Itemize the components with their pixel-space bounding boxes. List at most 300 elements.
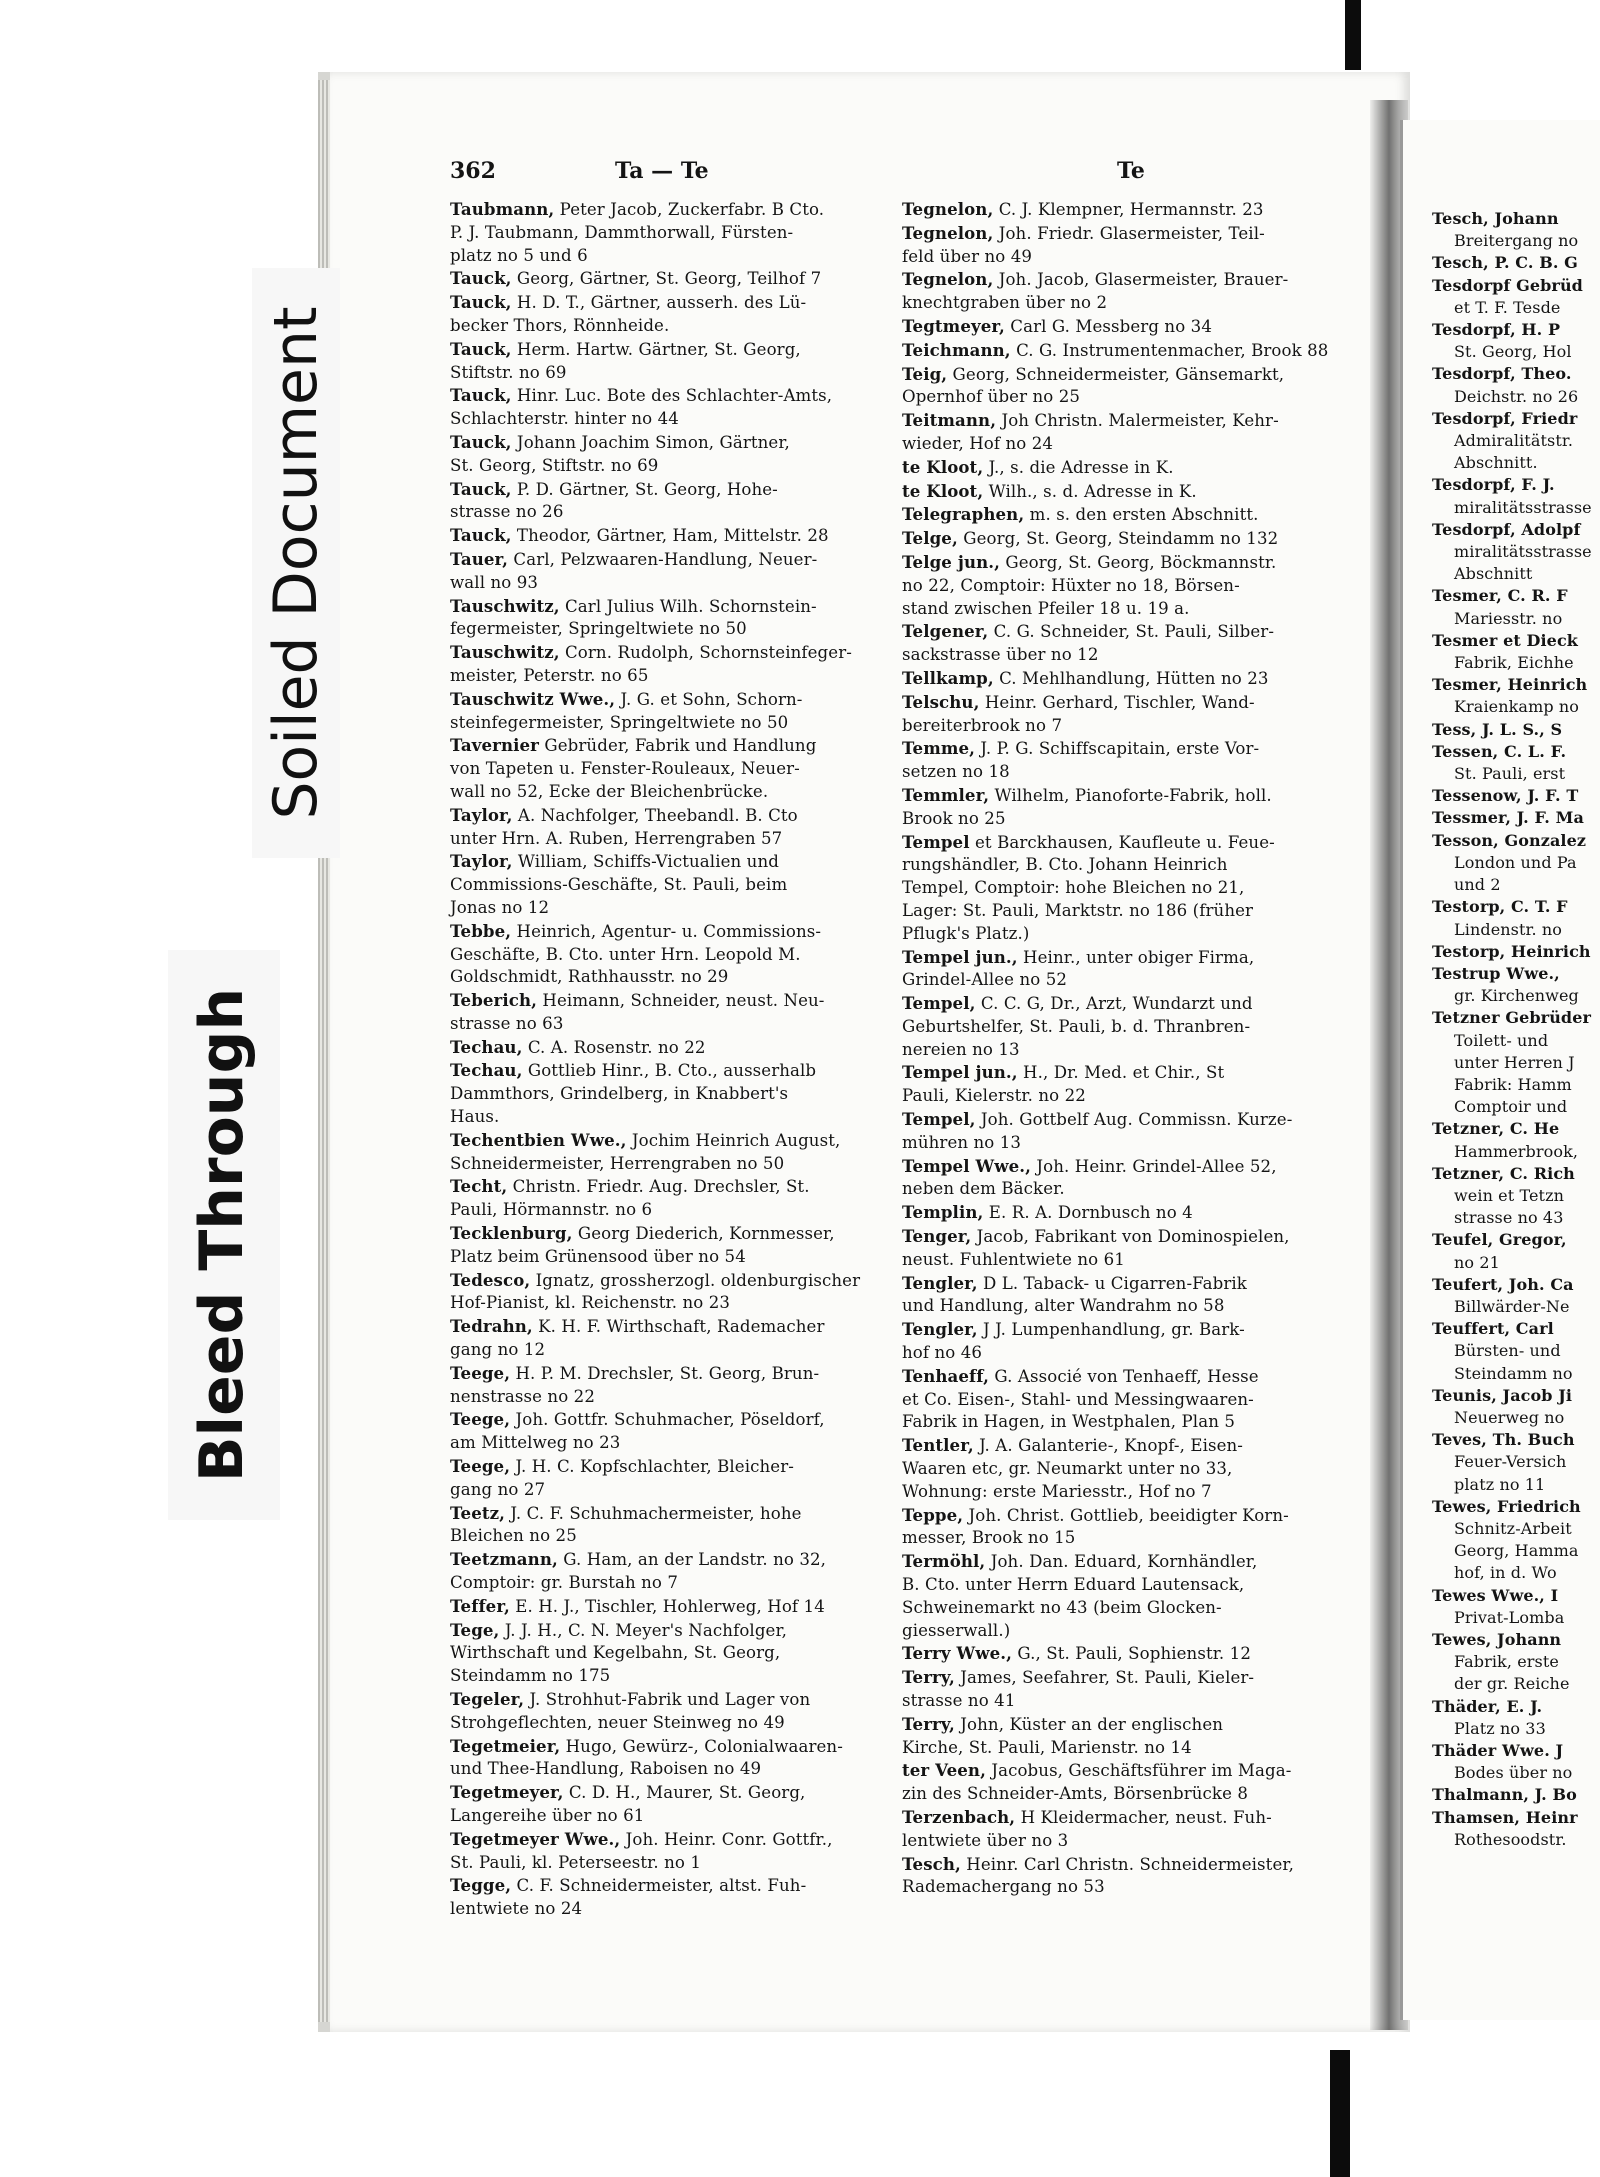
entry-line: Tempel, Joh. Gottbelf Aug. Commissn. Kurze- <box>902 1109 1293 1130</box>
entry-line: Lager: St. Pauli, Marktstr. no 186 (früher <box>902 900 1254 920</box>
entry-line: stand zwischen Pfeiler 18 u. 19 a. <box>902 598 1190 618</box>
entry-line: Tegge, C. F. Schneidermeister, altst. Fuh- <box>450 1875 807 1896</box>
entry-line: Tenhaeff, G. Associé von Tenhaeff, Hesse <box>902 1365 1259 1386</box>
entry-line: Telschu, Heinr. Gerhard, Tischler, Wand- <box>902 691 1255 712</box>
entry-line: Telgener, C. G. Schneider, St. Pauli, Silber- <box>902 621 1275 642</box>
directory-column-middle <box>902 198 1357 1899</box>
directory-entry <box>450 1129 890 1176</box>
directory-entry <box>902 620 1357 667</box>
entry-line: Tentler, J. A. Galanterie-, Knopf-, Eisen- <box>902 1435 1244 1456</box>
entry-line: becker Thors, Rönnheide. <box>450 315 670 335</box>
entry-line: Tesson, Gonzalez <box>1432 830 1587 850</box>
entry-line: Schweinemarkt no 43 (beim Glocken- <box>902 1597 1222 1617</box>
entry-line: St. Pauli, kl. Peterseestr. no 1 <box>450 1852 702 1872</box>
entry-line: te Kloot, J., s. die Adresse in K. <box>902 456 1174 477</box>
entry-line: Tauck, H. D. T., Gärtner, ausserh. des Lü- <box>450 292 807 313</box>
entry-line: platz no 5 und 6 <box>450 245 588 265</box>
entry-line: Toilett- und <box>1454 1030 1549 1050</box>
entry-line: Tengler, J J. Lumpenhandlung, gr. Bark- <box>902 1319 1245 1340</box>
entry-line: Termöhl, Joh. Dan. Eduard, Kornhändler, <box>902 1551 1258 1572</box>
entry-line: Tege, J. J. H., C. N. Meyer's Nachfolger, <box>450 1619 788 1640</box>
entry-line: Lindenstr. no <box>1454 919 1563 939</box>
directory-entry <box>902 456 1357 480</box>
entry-line: no 21 <box>1454 1252 1500 1272</box>
directory-entry <box>902 1365 1357 1434</box>
entry-line: strasse no 26 <box>450 502 564 522</box>
entry-line: Pauli, Kielerstr. no 22 <box>902 1086 1086 1106</box>
entry-line: Teege, Joh. Gottfr. Schuhmacher, Pöseldorf, <box>450 1409 825 1430</box>
entry-line: miralitätsstrasse <box>1454 497 1592 517</box>
entry-line: Tewes, Friedrich <box>1432 1496 1581 1516</box>
entry-line: Tegnelon, Joh. Friedr. Glasermeister, Teil- <box>902 222 1265 243</box>
entry-line: Testrup Wwe., <box>1432 963 1560 983</box>
entry-line: Schneidermeister, Herrengraben no 50 <box>450 1153 785 1173</box>
entry-line: Wohnung: erste Mariesstr., Hof no 7 <box>902 1481 1212 1501</box>
entry-line: Geburtshelfer, St. Pauli, b. d. Thranbren- <box>902 1016 1251 1036</box>
entry-line: gr. Kirchenweg <box>1454 986 1579 1006</box>
directory-entry <box>902 1434 1357 1503</box>
entry-line: nenstrasse no 22 <box>450 1386 595 1406</box>
entry-line: Tegtmeyer, Carl G. Messberg no 34 <box>902 315 1212 336</box>
entry-line: Platz no 33 <box>1454 1718 1546 1738</box>
entry-line: Thäder, E. J. <box>1432 1696 1543 1716</box>
entry-line: et Co. Eisen-, Stahl- und Messingwaaren- <box>902 1389 1254 1409</box>
entry-line: Steindamm no <box>1454 1363 1573 1383</box>
entry-line: Tauschwitz, Corn. Rudolph, Schornsteinfeger- <box>450 642 852 663</box>
bleed-through-label: Bleed Through <box>187 987 257 1483</box>
entry-line: Tess, J. L. S., S <box>1432 719 1563 739</box>
entry-line: Tavernier Gebrüder, Fabrik und Handlung <box>450 735 817 756</box>
entry-line: Hof-Pianist, kl. Reichenstr. no 23 <box>450 1293 731 1313</box>
entry-line: Dammthors, Grindelberg, in Knabbert's <box>450 1084 789 1104</box>
entry-line: Feuer-Versich <box>1454 1452 1567 1472</box>
entry-line: strasse no 43 <box>1454 1208 1564 1228</box>
entry-line: Tauck, P. D. Gärtner, St. Georg, Hohe- <box>450 478 778 499</box>
entry-line: Templin, E. R. A. Dornbusch no 4 <box>902 1202 1193 1223</box>
entry-line: Bodes über no <box>1454 1763 1573 1783</box>
entry-line: Fabrik, erste <box>1454 1652 1559 1672</box>
directory-entry <box>450 524 890 548</box>
directory-entry <box>450 1269 890 1316</box>
entry-line: Bleichen no 25 <box>450 1526 577 1546</box>
entry-line: Terry, John, Küster an der englischen <box>902 1713 1224 1734</box>
running-head-left: Ta — Te <box>615 158 709 184</box>
entry-line: Teuffert, Carl <box>1432 1319 1554 1339</box>
entry-line: Schlachterstr. hinter no 44 <box>450 409 679 429</box>
entry-line: Tauschwitz Wwe., J. G. et Sohn, Schorn- <box>450 688 803 709</box>
directory-column-right <box>1432 208 1600 1851</box>
entry-line: am Mittelweg no 23 <box>450 1433 621 1453</box>
directory-entry <box>450 641 890 688</box>
entry-line: Teege, H. P. M. Drechsler, St. Georg, Brun- <box>450 1362 820 1383</box>
entry-line: von Tapeten u. Fenster-Rouleaux, Neuer- <box>450 759 800 779</box>
entry-line: lentwiete no 24 <box>450 1899 583 1919</box>
directory-entry <box>450 804 890 851</box>
directory-entry <box>902 551 1357 620</box>
entry-line: ter Veen, Jacobus, Geschäftsführer im Maga- <box>902 1760 1292 1781</box>
entry-line: St. Georg, Stiftstr. no 69 <box>450 455 659 475</box>
entry-line: Tauck, Johann Joachim Simon, Gärtner, <box>450 431 790 452</box>
entry-line: miralitätsstrasse <box>1454 542 1592 562</box>
entry-line: Tesdorpf, Adolpf <box>1432 519 1581 539</box>
entry-line: wieder, Hof no 24 <box>902 433 1054 453</box>
entry-line: Admiralitätstr. <box>1454 431 1574 451</box>
entry-line: Terry Wwe., G., St. Pauli, Sophienstr. 12 <box>902 1643 1251 1664</box>
directory-column-left <box>450 198 890 1921</box>
scanner-edge-bottom <box>1330 2050 1350 2177</box>
entry-line: Techentbien Wwe., Jochim Heinrich August, <box>450 1129 841 1150</box>
entry-line: St. Georg, Hol <box>1454 342 1572 362</box>
entry-line: Platz beim Grünensood über no 54 <box>450 1246 746 1266</box>
page-header <box>450 158 1350 194</box>
entry-line: nereien no 13 <box>902 1039 1020 1059</box>
entry-line: Strohgeflechten, neuer Steinweg no 49 <box>450 1712 785 1732</box>
entry-line: wein et Tetzn <box>1454 1185 1565 1205</box>
directory-entry <box>902 831 1357 946</box>
directory-entry <box>450 431 890 478</box>
entry-line: bereiterbrook no 7 <box>902 715 1063 735</box>
entry-line: Tesdorpf, F. J. <box>1432 475 1555 495</box>
directory-entry <box>902 1759 1357 1806</box>
entry-line: Tesdorpf, Friedr <box>1432 408 1578 428</box>
entry-line: Neuerweg no <box>1454 1407 1565 1427</box>
entry-line: Temme, J. P. G. Schiffscapitain, erste Vor- <box>902 738 1260 759</box>
entry-line: Teetzmann, G. Ham, an der Landstr. no 32, <box>450 1549 827 1570</box>
entry-line: lentwiete über no 3 <box>902 1830 1069 1850</box>
entry-line: sackstrasse über no 12 <box>902 645 1099 665</box>
entry-line: Waaren etc, gr. Neumarkt unter no 33, <box>902 1459 1233 1479</box>
entry-line: Telegraphen, m. s. den ersten Abschnitt. <box>902 504 1259 525</box>
entry-line: Kirche, St. Pauli, Marienstr. no 14 <box>902 1737 1192 1757</box>
directory-entry <box>902 784 1357 831</box>
directory-entry <box>902 737 1357 784</box>
entry-line: Breitergang no <box>1454 231 1579 251</box>
directory-entry <box>450 478 890 525</box>
entry-line: und Thee-Handlung, Raboisen no 49 <box>450 1759 762 1779</box>
entry-line: Hammerbrook, <box>1454 1141 1579 1161</box>
entry-line: Fabrik: Hamm <box>1454 1074 1572 1094</box>
directory-entry <box>902 363 1357 410</box>
entry-line: Geschäfte, B. Cto. unter Hrn. Leopold M. <box>450 944 801 964</box>
entry-line: Haus. <box>450 1107 500 1127</box>
entry-line: Techt, Christn. Friedr. Aug. Drechsler, St. <box>450 1176 810 1197</box>
entry-line: no 22, Comptoir: Hüxter no 18, Börsen- <box>902 575 1240 595</box>
entry-line: Tesch, P. C. B. G <box>1432 253 1578 273</box>
entry-line: Billwärder-Ne <box>1454 1296 1570 1316</box>
entry-line: Terry, James, Seefahrer, St. Pauli, Kieler- <box>902 1667 1255 1688</box>
directory-entry <box>902 480 1357 504</box>
entry-line: Tauer, Carl, Pelzwaaren-Handlung, Neuer- <box>450 548 818 569</box>
entry-line: Tewes, Johann <box>1432 1630 1562 1649</box>
directory-entry <box>450 688 890 735</box>
entry-line: messer, Brook no 15 <box>902 1528 1076 1548</box>
entry-line: Tesdorpf, Theo. <box>1432 364 1572 384</box>
entry-line: Tempel Wwe., Joh. Heinr. Grindel-Allee 52, <box>902 1155 1277 1176</box>
entry-line: mühren no 13 <box>902 1132 1022 1152</box>
entry-line: Tellkamp, C. Mehlhandlung, Hütten no 23 <box>902 667 1269 688</box>
directory-entry <box>450 1828 890 1875</box>
entry-line: neben dem Bäcker. <box>902 1179 1065 1199</box>
directory-entry <box>902 339 1357 363</box>
directory-entry <box>450 1175 890 1222</box>
directory-entry <box>902 1272 1357 1319</box>
entry-line: Abschnitt <box>1454 564 1533 584</box>
directory-entry <box>450 1036 890 1060</box>
entry-line: Temmler, Wilhelm, Pianoforte-Fabrik, holl. <box>902 784 1272 805</box>
entry-line: und Handlung, alter Wandrahm no 58 <box>902 1296 1225 1316</box>
entry-line: Pauli, Hörmannstr. no 6 <box>450 1200 653 1220</box>
entry-line: B. Cto. unter Herrn Eduard Lautensack, <box>902 1575 1245 1595</box>
entry-line: Tenger, Jacob, Fabrikant von Dominospielen, <box>902 1226 1290 1247</box>
directory-entry <box>902 222 1357 269</box>
directory-entry <box>902 1108 1357 1155</box>
directory-entry <box>902 1806 1357 1853</box>
entry-line: Teves, Th. Buch <box>1432 1430 1575 1450</box>
entry-line: Tetzner, C. Rich <box>1432 1163 1575 1183</box>
entry-line: Langereihe über no 61 <box>450 1805 645 1825</box>
entry-line: Tempel, C. C. G, Dr., Arzt, Wundarzt und <box>902 993 1253 1014</box>
entry-line: Teig, Georg, Schneidermeister, Gänsemarkt, <box>902 363 1285 384</box>
entry-line: der gr. Reiche <box>1454 1674 1570 1694</box>
entry-line: Tempel jun., H., Dr. Med. et Chir., St <box>902 1062 1225 1083</box>
directory-entry <box>902 1155 1357 1202</box>
entry-line: London und Pa <box>1454 852 1577 872</box>
directory-entry <box>450 1455 890 1502</box>
entry-line: Opernhof über no 25 <box>902 387 1081 407</box>
entry-line: Taylor, William, Schiffs-Victualien und <box>450 851 779 872</box>
entry-line: Teberich, Heimann, Schneider, neust. Neu- <box>450 990 825 1011</box>
entry-line: Mariesstr. no <box>1454 608 1563 628</box>
entry-line: strasse no 63 <box>450 1013 564 1033</box>
entry-line: Tengler, D L. Taback- u Cigarren-Fabrik <box>902 1272 1247 1293</box>
entry-line: Tessmer, J. F. Ma <box>1432 808 1584 828</box>
running-head-center: Te <box>1117 158 1145 184</box>
directory-entry <box>450 1688 890 1735</box>
entry-line: unter Herren J <box>1454 1052 1575 1072</box>
entry-line: Tetzner, C. He <box>1432 1119 1560 1139</box>
entry-line: Comptoir und <box>1454 1097 1568 1117</box>
entry-line: knechtgraben über no 2 <box>902 293 1108 313</box>
entry-line: Teppe, Joh. Christ. Gottlieb, beeidigter Korn- <box>902 1504 1289 1525</box>
entry-line: Tauck, Theodor, Gärtner, Ham, Mittelstr. 28 <box>450 525 829 546</box>
entry-line: Stiftstr. no 69 <box>450 362 567 382</box>
directory-entry <box>902 1713 1357 1760</box>
entry-line: strasse no 41 <box>902 1691 1016 1710</box>
directory-entry <box>450 920 890 989</box>
entry-line: et T. F. Tesde <box>1454 297 1561 317</box>
entry-line: Testorp, Heinrich <box>1432 941 1591 961</box>
directory-entry <box>902 409 1357 456</box>
directory-entry <box>902 503 1357 527</box>
entry-line: zin des Schneider-Amts, Börsenbrücke 8 <box>902 1784 1249 1804</box>
entry-line: Tauschwitz, Carl Julius Wilh. Schornstein- <box>450 595 817 616</box>
directory-entry <box>902 315 1357 339</box>
directory-entry <box>450 1408 890 1455</box>
entry-line: Jonas no 12 <box>450 897 550 917</box>
directory-entry <box>902 946 1357 993</box>
directory-entry <box>450 1619 890 1688</box>
entry-line: Tecklenburg, Georg Diederich, Kornmesser, <box>450 1223 835 1244</box>
directory-entry <box>902 1550 1357 1642</box>
entry-line: Tedesco, Ignatz, grossherzogl. oldenburgischer <box>450 1269 861 1290</box>
entry-line: Tesdorpf Gebrüd <box>1432 275 1583 295</box>
entry-line: Tauck, Hinr. Luc. Bote des Schlachter-Amts, <box>450 385 833 406</box>
entry-line: Teunis, Jacob Ji <box>1432 1385 1573 1405</box>
directory-entry <box>450 384 890 431</box>
directory-entry <box>902 268 1357 315</box>
entry-line: Comptoir: gr. Burstah no 7 <box>450 1573 679 1593</box>
entry-line: Tempel et Barckhausen, Kaufleute u. Feue- <box>902 831 1275 852</box>
directory-entry <box>450 1059 890 1128</box>
entry-line: Privat-Lomba <box>1454 1607 1565 1627</box>
directory-entry <box>450 1362 890 1409</box>
directory-entry <box>902 1201 1357 1225</box>
entry-line: unter Hrn. A. Ruben, Herrengraben 57 <box>450 828 783 848</box>
entry-line: Teichmann, C. G. Instrumentenmacher, Brook 88 <box>902 339 1329 360</box>
entry-line: Tesch, Heinr. Carl Christn. Schneidermeister, <box>902 1853 1294 1874</box>
directory-entry <box>450 1781 890 1828</box>
entry-line: Tegetmeyer, C. D. H., Maurer, St. Georg, <box>450 1782 806 1803</box>
entry-line: Tessenow, J. F. T <box>1432 786 1579 806</box>
entry-line: Abschnitt. <box>1454 453 1538 473</box>
entry-line: Tedrahn, K. H. F. Wirthschaft, Rademacher <box>450 1316 825 1337</box>
entry-line: Rothesoodstr. <box>1454 1829 1567 1849</box>
entry-line: Tesch, Johann <box>1432 209 1559 228</box>
entry-line: Tempel, Comptoir: hohe Bleichen no 21, <box>902 878 1245 898</box>
entry-line: platz no 11 <box>1454 1474 1546 1494</box>
directory-entry <box>450 338 890 385</box>
entry-line: Pflugk's Platz.) <box>902 923 1030 943</box>
entry-line: und 2 <box>1454 875 1501 895</box>
entry-line: Tetzner Gebrüder <box>1432 1008 1592 1028</box>
directory-entry <box>450 1735 890 1782</box>
entry-line: Kraienkamp no <box>1454 697 1580 717</box>
entry-line: meister, Peterstr. no 65 <box>450 665 649 685</box>
entry-line: Tesmer et Dieck <box>1432 630 1578 650</box>
directory-entry <box>902 1504 1357 1551</box>
directory-entry <box>450 734 890 803</box>
entry-line: Tempel jun., Heinr., unter obiger Firma, <box>902 946 1255 967</box>
directory-entry <box>902 1666 1357 1713</box>
entry-line: te Kloot, Wilh., s. d. Adresse in K. <box>902 480 1197 501</box>
entry-line: neust. Fuhlentwiete no 61 <box>902 1249 1125 1269</box>
entry-line: Tessen, C. L. F. <box>1432 741 1567 761</box>
entry-line: Tesmer, Heinrich <box>1432 675 1588 695</box>
entry-line: rungshändler, B. Cto. Johann Heinrich <box>902 855 1228 875</box>
directory-entry <box>450 267 890 291</box>
directory-entry <box>450 198 890 267</box>
directory-entry <box>902 1318 1357 1365</box>
entry-line: Deichstr. no 26 <box>1454 386 1579 406</box>
directory-entry <box>450 291 890 338</box>
directory-entry <box>902 992 1357 1061</box>
entry-line: St. Pauli, erst <box>1454 764 1566 784</box>
entry-line: setzen no 18 <box>902 762 1010 782</box>
directory-entry <box>450 1502 890 1549</box>
entry-line: Teufel, Gregor, <box>1432 1230 1567 1250</box>
directory-entry <box>902 1853 1357 1900</box>
entry-line: Taubmann, Peter Jacob, Zuckerfabr. B Cto. <box>450 199 825 219</box>
entry-line: Techau, C. A. Rosenstr. no 22 <box>450 1036 706 1057</box>
entry-line: Telge jun., Georg, St. Georg, Böckmannstr. <box>902 551 1277 572</box>
entry-line: Tauck, Georg, Gärtner, St. Georg, Teilhof 7 <box>450 268 822 289</box>
entry-line: Taylor, A. Nachfolger, Theebandl. B. Cto <box>450 804 798 825</box>
entry-line: Georg, Hamma <box>1454 1541 1579 1561</box>
entry-line: Tegetmeyer Wwe., Joh. Heinr. Conr. Gottfr., <box>450 1828 833 1849</box>
entry-line: Goldschmidt, Rathhausstr. no 29 <box>450 967 729 987</box>
entry-line: Tegetmeier, Hugo, Gewürz-, Colonialwaaren- <box>450 1735 843 1756</box>
directory-entry <box>450 1222 890 1269</box>
entry-line: Teitmann, Joh Christn. Malermeister, Kehr- <box>902 410 1279 431</box>
entry-line: Thamsen, Heinr <box>1432 1807 1578 1827</box>
entry-line: Rademachergang no 53 <box>902 1877 1105 1897</box>
directory-entry <box>450 850 890 919</box>
directory-entry <box>902 198 1357 222</box>
entry-line: gang no 27 <box>450 1479 546 1499</box>
page-number: 362 <box>450 158 496 184</box>
entry-line: giesserwall.) <box>902 1620 1011 1640</box>
directory-entry <box>450 595 890 642</box>
entry-line: Brook no 25 <box>902 808 1006 828</box>
directory-entry <box>902 667 1357 691</box>
entry-line: P. J. Taubmann, Dammthorwall, Fürsten- <box>450 222 794 242</box>
entry-line: Tebbe, Heinrich, Agentur- u. Commissions- <box>450 920 822 941</box>
directory-entry <box>450 989 890 1036</box>
directory-entry <box>450 548 890 595</box>
entry-line: Fabrik in Hagen, in Westphalen, Plan 5 <box>902 1412 1236 1432</box>
soiled-document-label: Soiled Document <box>261 306 331 820</box>
entry-line: steinfegermeister, Springeltwiete no 50 <box>450 712 789 732</box>
entry-line: feld über no 49 <box>902 246 1033 266</box>
scanner-edge-top <box>1345 0 1361 70</box>
entry-line: wall no 52, Ecke der Bleichenbrücke. <box>450 781 769 801</box>
entry-line: Terzenbach, H Kleidermacher, neust. Fuh- <box>902 1806 1272 1827</box>
entry-line: Tesdorpf, H. P <box>1432 320 1561 340</box>
entry-line: Wirthschaft und Kegelbahn, St. Georg, <box>450 1643 781 1663</box>
entry-line: Techau, Gottlieb Hinr., B. Cto., ausserhalb <box>450 1060 817 1081</box>
entry-line: Telge, Georg, St. Georg, Steindamm no 132 <box>902 528 1279 549</box>
directory-entry <box>450 1315 890 1362</box>
entry-line: Tegeler, J. Strohhut-Fabrik und Lager von <box>450 1689 811 1709</box>
entry-line: fegermeister, Springeltwiete no 50 <box>450 619 747 639</box>
entry-line: Fabrik, Eichhe <box>1454 653 1574 673</box>
entry-line: hof, in d. Wo <box>1454 1563 1557 1583</box>
directory-entry <box>902 1225 1357 1272</box>
entry-line: hof no 46 <box>902 1343 983 1363</box>
directory-entry <box>450 1548 890 1595</box>
directory-entry <box>450 1595 890 1619</box>
entry-line: Thalmann, J. Bo <box>1432 1785 1577 1805</box>
directory-entry <box>902 691 1357 738</box>
directory-entry <box>902 1642 1357 1666</box>
entry-line: Steindamm no 175 <box>450 1666 611 1686</box>
entry-line: Thäder Wwe. J <box>1432 1741 1564 1761</box>
entry-line: Grindel-Allee no 52 <box>902 970 1068 990</box>
entry-line: Teetz, J. C. F. Schuhmachermeister, hohe <box>450 1502 802 1523</box>
entry-line: Teege, J. H. C. Kopfschlachter, Bleicher- <box>450 1456 794 1477</box>
entry-line: Tewes Wwe., I <box>1432 1585 1559 1605</box>
entry-line: Tegnelon, C. J. Klempner, Hermannstr. 23 <box>902 199 1264 219</box>
directory-entry <box>450 1874 890 1921</box>
entry-line: wall no 93 <box>450 572 539 592</box>
entry-line: Bürsten- und <box>1454 1341 1561 1361</box>
entry-line: gang no 12 <box>450 1340 546 1360</box>
entry-line: Schnitz-Arbeit <box>1454 1518 1572 1538</box>
entry-line: Teufert, Joh. Ca <box>1432 1274 1574 1294</box>
directory-entry <box>902 1061 1357 1108</box>
entry-line: Testorp, C. T. F <box>1432 897 1568 917</box>
entry-line: Tauck, Herm. Hartw. Gärtner, St. Georg, <box>450 338 801 359</box>
